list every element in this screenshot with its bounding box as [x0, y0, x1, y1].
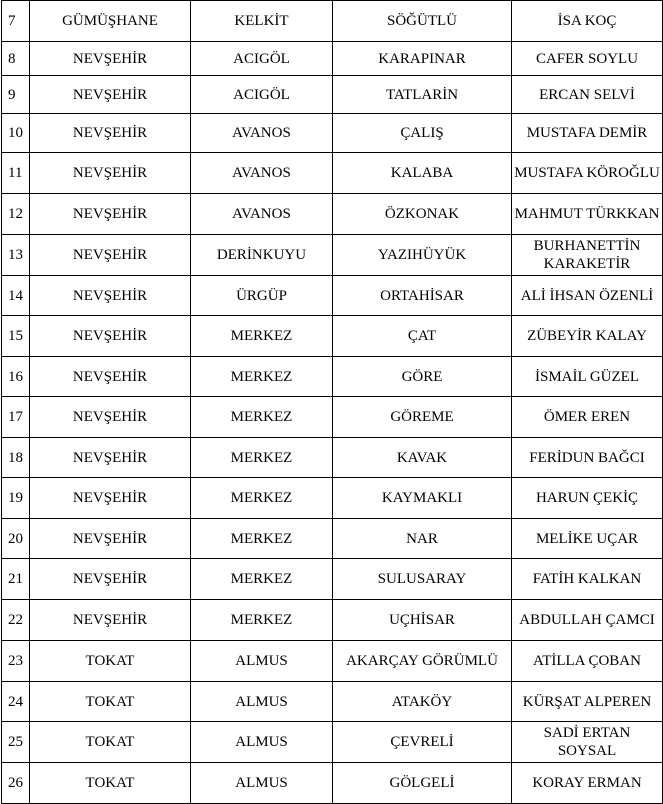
province-cell: NEVŞEHİR	[30, 519, 191, 559]
province-cell: GÜMÜŞHANE	[30, 1, 191, 42]
village-cell: KAVAK	[333, 438, 512, 478]
table-row	[2, 519, 663, 559]
headman-cell: BURHANETTİN KARAKETİR	[512, 235, 663, 276]
row-number-cell: 25	[2, 722, 30, 763]
district-cell: MERKEZ	[191, 600, 333, 641]
row-number-cell: 19	[2, 478, 30, 519]
table-row	[2, 722, 663, 763]
province-cell: TOKAT	[30, 682, 191, 722]
province-cell: TOKAT	[30, 722, 191, 763]
row-number-cell: 21	[2, 559, 30, 600]
headman-cell: CAFER SOYLU	[512, 42, 663, 76]
headman-cell: ATİLLA ÇOBAN	[512, 641, 663, 682]
village-cell: AKARÇAY GÖRÜMLÜ	[333, 641, 512, 682]
village-cell: GÖRE	[333, 357, 512, 397]
headman-cell: SADİ ERTAN SOYSAL	[512, 722, 663, 763]
district-cell: ACIGÖL	[191, 42, 333, 76]
village-cell: ORTAHİSAR	[333, 276, 512, 316]
table-row	[2, 1, 663, 42]
table-row	[2, 478, 663, 519]
headman-cell: MUSTAFA KÖROĞLU	[512, 153, 663, 194]
district-cell: DERİNKUYU	[191, 235, 333, 276]
headman-cell: İSMAİL GÜZEL	[512, 357, 663, 397]
province-cell: NEVŞEHİR	[30, 397, 191, 438]
district-cell: ALMUS	[191, 682, 333, 722]
row-number-cell: 7	[2, 1, 30, 42]
district-cell: ACIGÖL	[191, 76, 333, 114]
headman-cell: ÖMER EREN	[512, 397, 663, 438]
village-cell: SÖĞÜTLÜ	[333, 1, 512, 42]
table-row	[2, 682, 663, 722]
province-cell: NEVŞEHİR	[30, 357, 191, 397]
headman-cell: MUSTAFA DEMİR	[512, 114, 663, 153]
row-number-cell: 26	[2, 763, 30, 804]
village-cell: GÖLGELİ	[333, 763, 512, 804]
table-row	[2, 153, 663, 194]
district-cell: KELKİT	[191, 1, 333, 42]
district-cell: MERKEZ	[191, 357, 333, 397]
row-number-cell: 22	[2, 600, 30, 641]
table-row	[2, 357, 663, 397]
table-row	[2, 559, 663, 600]
district-cell: ALMUS	[191, 641, 333, 682]
table-row	[2, 600, 663, 641]
province-cell: NEVŞEHİR	[30, 276, 191, 316]
headman-cell: FATİH KALKAN	[512, 559, 663, 600]
village-cell: GÖREME	[333, 397, 512, 438]
row-number-cell: 12	[2, 194, 30, 235]
table-row	[2, 194, 663, 235]
province-cell: NEVŞEHİR	[30, 478, 191, 519]
row-number-cell: 10	[2, 114, 30, 153]
village-cell: KARAPINAR	[333, 42, 512, 76]
row-number-cell: 16	[2, 357, 30, 397]
headman-cell: ZÜBEYİR KALAY	[512, 316, 663, 357]
province-cell: NEVŞEHİR	[30, 438, 191, 478]
village-cell: ÇAT	[333, 316, 512, 357]
village-cell: ÖZKONAK	[333, 194, 512, 235]
table-row	[2, 763, 663, 804]
village-cell: UÇHİSAR	[333, 600, 512, 641]
village-cell: ATAKÖY	[333, 682, 512, 722]
province-cell: NEVŞEHİR	[30, 600, 191, 641]
table-row	[2, 42, 663, 76]
province-cell: NEVŞEHİR	[30, 194, 191, 235]
table-row	[2, 76, 663, 114]
village-cell: SULUSARAY	[333, 559, 512, 600]
village-cell: YAZIHÜYÜK	[333, 235, 512, 276]
table-body	[2, 1, 663, 804]
district-cell: MERKEZ	[191, 519, 333, 559]
row-number-cell: 20	[2, 519, 30, 559]
table-row	[2, 114, 663, 153]
province-cell: NEVŞEHİR	[30, 235, 191, 276]
province-cell: NEVŞEHİR	[30, 316, 191, 357]
province-cell: NEVŞEHİR	[30, 76, 191, 114]
row-number-cell: 14	[2, 276, 30, 316]
table-row	[2, 438, 663, 478]
row-number-cell: 24	[2, 682, 30, 722]
district-cell: AVANOS	[191, 153, 333, 194]
village-cell: TATLARİN	[333, 76, 512, 114]
table-row	[2, 641, 663, 682]
table-row	[2, 276, 663, 316]
district-cell: ALMUS	[191, 763, 333, 804]
row-number-cell: 11	[2, 153, 30, 194]
province-cell: TOKAT	[30, 763, 191, 804]
table-row	[2, 316, 663, 357]
headman-cell: MELİKE UÇAR	[512, 519, 663, 559]
district-cell: ALMUS	[191, 722, 333, 763]
headman-cell: HARUN ÇEKİÇ	[512, 478, 663, 519]
row-number-cell: 15	[2, 316, 30, 357]
row-number-cell: 23	[2, 641, 30, 682]
district-cell: AVANOS	[191, 114, 333, 153]
province-cell: NEVŞEHİR	[30, 559, 191, 600]
headman-cell: MAHMUT TÜRKKAN	[512, 194, 663, 235]
headman-cell: KÜRŞAT ALPEREN	[512, 682, 663, 722]
district-cell: AVANOS	[191, 194, 333, 235]
row-number-cell: 9	[2, 76, 30, 114]
village-cell: ÇALIŞ	[333, 114, 512, 153]
row-number-cell: 8	[2, 42, 30, 76]
row-number-cell: 18	[2, 438, 30, 478]
district-cell: MERKEZ	[191, 478, 333, 519]
row-number-cell: 17	[2, 397, 30, 438]
headman-cell: KORAY ERMAN	[512, 763, 663, 804]
district-cell: MERKEZ	[191, 438, 333, 478]
village-cell: KAYMAKLI	[333, 478, 512, 519]
headman-cell: FERİDUN BAĞCI	[512, 438, 663, 478]
province-cell: TOKAT	[30, 641, 191, 682]
district-cell: ÜRGÜP	[191, 276, 333, 316]
headman-cell: ABDULLAH ÇAMCI	[512, 600, 663, 641]
village-headman-table	[1, 0, 663, 804]
district-cell: MERKEZ	[191, 397, 333, 438]
headman-cell: ALİ İHSAN ÖZENLİ	[512, 276, 663, 316]
province-cell: NEVŞEHİR	[30, 153, 191, 194]
district-cell: MERKEZ	[191, 316, 333, 357]
table-row	[2, 235, 663, 276]
province-cell: NEVŞEHİR	[30, 42, 191, 76]
table-row	[2, 397, 663, 438]
row-number-cell: 13	[2, 235, 30, 276]
village-cell: KALABA	[333, 153, 512, 194]
headman-cell: İSA KOÇ	[512, 1, 663, 42]
district-cell: MERKEZ	[191, 559, 333, 600]
province-cell: NEVŞEHİR	[30, 114, 191, 153]
headman-cell: ERCAN SELVİ	[512, 76, 663, 114]
village-cell: NAR	[333, 519, 512, 559]
village-cell: ÇEVRELİ	[333, 722, 512, 763]
